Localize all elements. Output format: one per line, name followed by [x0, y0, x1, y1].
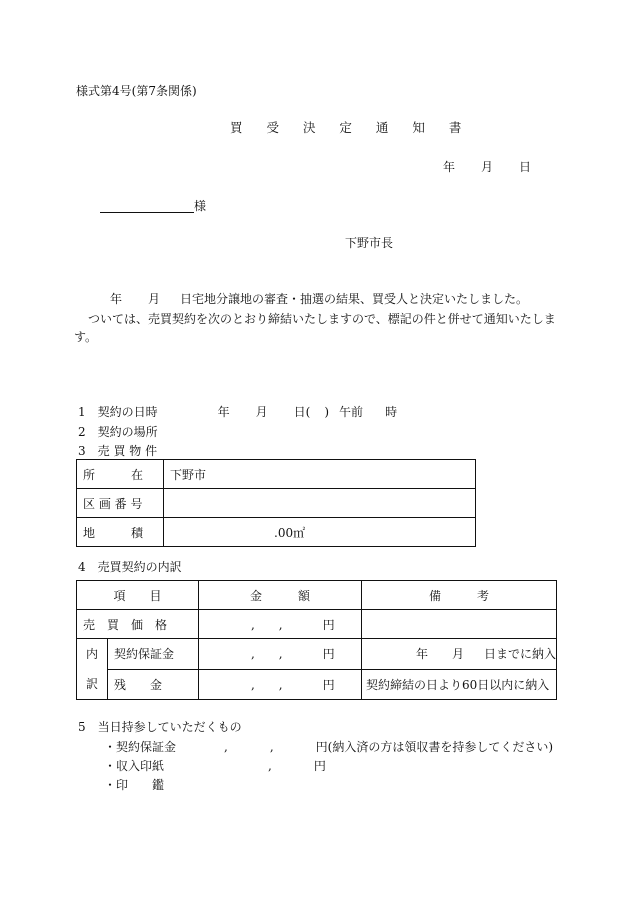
bring-item-comma-2: ,	[269, 740, 274, 754]
body-line-3: す。	[74, 330, 98, 344]
price-yen: 円	[322, 617, 335, 632]
table-row	[77, 518, 476, 547]
datetime-ampm: 午前	[339, 405, 364, 419]
addressee	[100, 199, 206, 213]
row-deposit-note	[361, 639, 556, 670]
header-amount: 金 額	[198, 581, 361, 610]
header-note: 備 考	[361, 581, 556, 610]
deposit-commas: , ,	[250, 647, 283, 662]
section-3-label: 3 売 買 物 件	[78, 444, 158, 458]
section-2-label: 2 契約の場所	[78, 425, 158, 439]
breakdown-label	[77, 639, 108, 700]
deposit-note-month: 月	[451, 647, 464, 662]
addressee-suffix: 様	[194, 199, 207, 213]
property-value-area: .00㎡	[164, 518, 476, 547]
balance-commas: , ,	[250, 677, 283, 692]
datetime-hour: 時	[385, 405, 398, 419]
deposit-note-year: 年	[415, 647, 428, 662]
section-4-label: 4 売買契約の内訳	[78, 560, 182, 574]
body-year: 年	[110, 292, 123, 306]
issue-date	[443, 160, 531, 174]
row-price-amount	[198, 610, 361, 639]
bring-item-stamp	[104, 759, 326, 773]
bring-item-deposit	[104, 740, 553, 754]
price-commas: , ,	[250, 617, 283, 632]
datetime-month: 月	[255, 405, 268, 419]
section-1-label: 1 契約の日時	[78, 405, 158, 419]
form-number: 様式第4号(第7条関係)	[76, 84, 197, 98]
row-price-label: 売 買 価 格	[77, 610, 199, 639]
table-row	[77, 460, 476, 489]
body-line-2: ついては、売買契約を次のとおり締結いたしますので、標記の件と併せて通知いたしま	[88, 312, 556, 326]
datetime-day: 日(	[293, 405, 311, 419]
document-title: 買 受 決 定 通 知 書	[230, 120, 472, 135]
property-label-location: 所 在	[77, 460, 164, 489]
table-row	[77, 489, 476, 518]
row-deposit-amount	[198, 639, 361, 670]
deposit-note-text: 日までに納入	[483, 647, 556, 662]
property-label-lot-number: 区 画 番 号	[77, 489, 164, 518]
section-5-label: 5 当日持参していただくもの	[78, 720, 242, 734]
row-balance-amount	[198, 669, 361, 700]
bring-item-name: ・契約保証金	[104, 740, 177, 754]
row-balance-note: 契約締結の日より60日以内に納入	[361, 669, 556, 700]
date-day: 日	[519, 160, 532, 174]
date-year: 年	[443, 160, 456, 174]
bring-item-seal: ・印 鑑	[104, 778, 165, 792]
header-item: 項 目	[77, 581, 199, 610]
deposit-yen: 円	[322, 647, 335, 662]
property-table	[76, 459, 476, 547]
bring-item-comma-2: ,	[268, 759, 272, 773]
breakdown-label-bottom: 訳	[85, 677, 98, 691]
body-month: 月	[148, 292, 161, 306]
balance-yen: 円	[322, 677, 335, 692]
date-month: 月	[481, 160, 494, 174]
table-row	[77, 581, 557, 610]
row-price-note	[361, 610, 556, 639]
breakdown-label-top: 内	[85, 647, 98, 661]
bring-item-yen: 円	[313, 759, 326, 773]
table-row	[77, 639, 557, 670]
addressee-name-line	[100, 199, 194, 213]
contract-breakdown-table	[76, 580, 557, 700]
row-balance-label: 残 金	[108, 669, 199, 700]
datetime-year: 年	[217, 405, 230, 419]
section-contract-datetime	[78, 405, 397, 419]
bring-item-yen: 円(納入済の方は領収書を持参してください)	[315, 740, 554, 754]
property-value-location: 下野市	[164, 460, 476, 489]
property-label-area: 地 積	[77, 518, 164, 547]
issuer: 下野市長	[345, 236, 394, 250]
datetime-close-paren: )	[324, 405, 330, 419]
bring-item-name: ・収入印紙	[104, 759, 165, 773]
table-row	[77, 610, 557, 639]
table-row	[77, 669, 557, 700]
property-value-lot-number	[164, 489, 476, 518]
row-deposit-label: 契約保証金	[108, 639, 199, 670]
body-line-1	[110, 292, 528, 306]
bring-item-comma-1: ,	[224, 740, 228, 754]
body-line-1-text: 日宅地分譲地の審査・抽選の結果、買受人と決定いたしました。	[180, 292, 529, 306]
